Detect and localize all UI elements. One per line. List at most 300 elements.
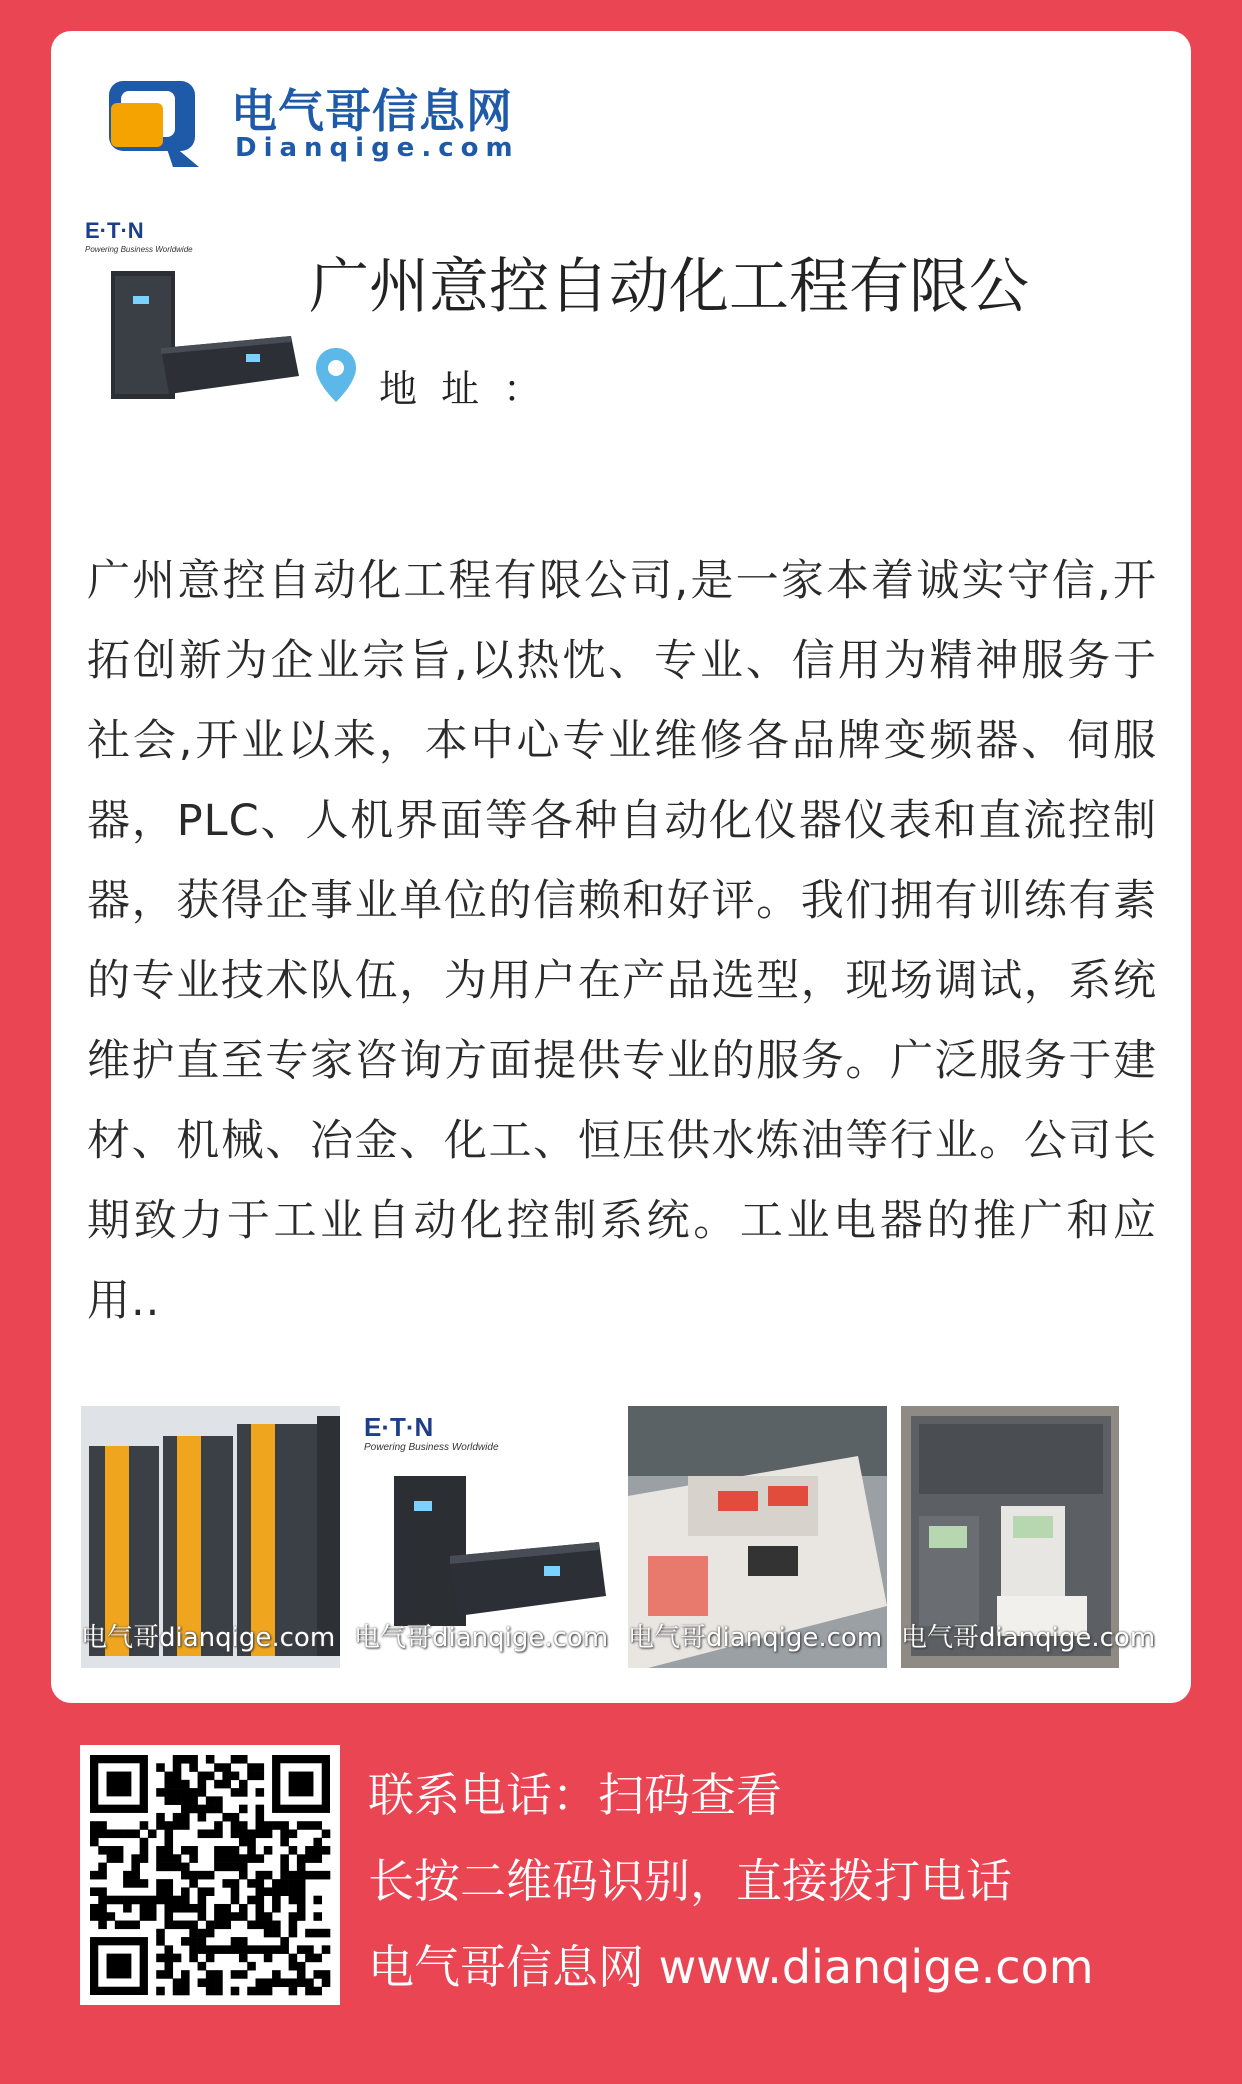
qr-module [256, 1904, 265, 1913]
qr-module [297, 1912, 306, 1921]
qr-module [156, 1970, 165, 1979]
qr-module [164, 1887, 173, 1896]
qr-module [305, 1871, 314, 1880]
qr-module [115, 1854, 124, 1863]
qr-module [222, 1879, 231, 1888]
qr-module [164, 1772, 173, 1781]
qr-module [181, 1871, 190, 1880]
qr-module [181, 1813, 190, 1822]
qr-module [272, 1896, 281, 1905]
logo-mark-icon [103, 75, 223, 171]
qr-module [131, 1829, 140, 1838]
qr-module [90, 1838, 99, 1847]
qr-module [206, 1945, 215, 1954]
qr-module [289, 1921, 298, 1930]
qr-module [206, 1970, 215, 1979]
qr-module [156, 1846, 165, 1855]
qr-module [164, 1945, 173, 1954]
qr-module [272, 1970, 281, 1979]
qr-module [173, 1921, 182, 1930]
qr-module [247, 1829, 256, 1838]
qr-module [164, 1821, 173, 1830]
qr-module [98, 1887, 107, 1896]
qr-module [239, 1945, 248, 1954]
qr-module [156, 1937, 165, 1946]
qr-module [206, 1887, 215, 1896]
qr-module [206, 1829, 215, 1838]
qr-module [280, 1945, 289, 1954]
qr-module [322, 1929, 331, 1938]
qr-module [222, 1921, 231, 1930]
qr-module [231, 1821, 240, 1830]
qr-module [206, 1954, 215, 1963]
thumb-tagline: Powering Business Worldwide [85, 245, 193, 254]
qr-module [247, 1962, 256, 1971]
qr-module [115, 1846, 124, 1855]
qr-module [173, 1987, 182, 1996]
qr-module [181, 1896, 190, 1905]
qr-module [156, 1896, 165, 1905]
qr-module [322, 1846, 331, 1855]
qr-module [123, 1879, 132, 1888]
qr-module [164, 1904, 173, 1913]
address-label: 地 址 ： [379, 367, 548, 411]
qr-module [98, 1871, 107, 1880]
location-pin-icon [313, 346, 359, 404]
photo-tagline: Powering Business Worldwide [364, 1442, 499, 1453]
qr-module [181, 1904, 190, 1913]
qr-module [264, 1978, 273, 1987]
qr-module [247, 1846, 256, 1855]
qr-module [123, 1904, 132, 1913]
qr-module [115, 1896, 124, 1905]
company-title: 广州意控自动化工程有限公 [309, 252, 1029, 322]
qr-finder [107, 1772, 132, 1797]
gallery-photo-4[interactable] [901, 1406, 1156, 1668]
qr-module [189, 1796, 198, 1805]
qr-module [123, 1921, 132, 1930]
qr-module [181, 1887, 190, 1896]
qr-module [206, 1805, 215, 1814]
qr-module [181, 1970, 190, 1979]
qr-module [256, 1772, 265, 1781]
qr-module [214, 1945, 223, 1954]
photo-watermark: 电气哥dianqige.com [354, 1623, 609, 1653]
qr-module [289, 1962, 298, 1971]
qr-module [198, 1805, 207, 1814]
info-card [51, 31, 1191, 1703]
qr-module [98, 1912, 107, 1921]
qr-module [198, 1780, 207, 1789]
qr-module [272, 1921, 281, 1930]
qr-module [173, 1813, 182, 1822]
qr-module [181, 1987, 190, 1996]
qr-module [173, 1854, 182, 1863]
qr-module [264, 1987, 273, 1996]
qr-module [214, 1829, 223, 1838]
qr-code[interactable] [80, 1745, 340, 2005]
qr-module [231, 1854, 240, 1863]
qr-module [313, 1987, 322, 1996]
qr-module [231, 1970, 240, 1979]
qr-module [181, 1821, 190, 1830]
qr-module [198, 1929, 207, 1938]
qr-module [264, 1829, 273, 1838]
qr-module [206, 1772, 215, 1781]
qr-module [231, 1879, 240, 1888]
qr-module [189, 1954, 198, 1963]
qr-module [247, 1838, 256, 1847]
qr-module [313, 1896, 322, 1905]
qr-module [140, 1821, 149, 1830]
qr-module [131, 1871, 140, 1880]
qr-module [322, 1978, 331, 1987]
contact-info [368, 1752, 1094, 2010]
qr-module [247, 1763, 256, 1772]
qr-module [214, 1912, 223, 1921]
qr-module [98, 1829, 107, 1838]
qr-module [198, 1912, 207, 1921]
qr-module [222, 1945, 231, 1954]
qr-module [264, 1954, 273, 1963]
qr-module [90, 1821, 99, 1830]
qr-module [189, 1945, 198, 1954]
qr-module [206, 1796, 215, 1805]
scan-instruction: 长按二维码识别，直接拨打电话 [368, 1854, 1012, 1908]
qr-module [313, 1871, 322, 1880]
qr-module [239, 1838, 248, 1847]
qr-module [280, 1838, 289, 1847]
qr-module [305, 1954, 314, 1963]
qr-module [206, 1978, 215, 1987]
qr-module [131, 1854, 140, 1863]
qr-module [256, 1945, 265, 1954]
qr-module [280, 1863, 289, 1872]
qr-module [90, 1887, 99, 1896]
qr-module [198, 1813, 207, 1822]
qr-module [214, 1763, 223, 1772]
qr-module [198, 1887, 207, 1896]
qr-module [131, 1863, 140, 1872]
qr-module [280, 1871, 289, 1880]
qr-module [247, 1772, 256, 1781]
qr-module [164, 1796, 173, 1805]
qr-module [90, 1829, 99, 1838]
qr-module [173, 1978, 182, 1987]
qr-module [272, 1879, 281, 1888]
qr-module [164, 1838, 173, 1847]
qr-module [297, 1970, 306, 1979]
qr-module [164, 1962, 173, 1971]
qr-module [297, 1887, 306, 1896]
qr-module [156, 1821, 165, 1830]
qr-module [214, 1978, 223, 1987]
qr-module [189, 1805, 198, 1814]
qr-module [198, 1937, 207, 1946]
qr-module [156, 1987, 165, 1996]
qr-module [231, 1896, 240, 1905]
qr-module [313, 1929, 322, 1938]
qr-module [189, 1854, 198, 1863]
qr-module [256, 1854, 265, 1863]
qr-module [222, 1780, 231, 1789]
qr-module [256, 1887, 265, 1896]
qr-module [214, 1821, 223, 1830]
qr-module [231, 1887, 240, 1896]
qr-module [214, 1921, 223, 1930]
qr-module [280, 1854, 289, 1863]
qr-module [198, 1978, 207, 1987]
qr-module [297, 1896, 306, 1905]
qr-module [256, 1912, 265, 1921]
qr-module [164, 1896, 173, 1905]
qr-module [297, 1863, 306, 1872]
qr-module [256, 1879, 265, 1888]
gallery-photo-2[interactable] [354, 1406, 613, 1668]
qr-module [198, 1904, 207, 1913]
qr-module [222, 1772, 231, 1781]
qr-module [206, 1871, 215, 1880]
qr-module [123, 1896, 132, 1905]
qr-code-icon [80, 1745, 340, 2005]
phone-line: 联系电话：扫码查看 [368, 1768, 782, 1822]
qr-module [181, 1937, 190, 1946]
qr-module [297, 1962, 306, 1971]
qr-module [239, 1871, 248, 1880]
qr-module [173, 1904, 182, 1913]
qr-module [214, 1970, 223, 1979]
qr-module [164, 1846, 173, 1855]
qr-module [98, 1863, 107, 1872]
qr-module [256, 1813, 265, 1822]
qr-module [247, 1945, 256, 1954]
qr-module [313, 1821, 322, 1830]
qr-module [156, 1863, 165, 1872]
qr-module [131, 1896, 140, 1905]
qr-module [98, 1921, 107, 1930]
qr-module [173, 1772, 182, 1781]
qr-module [156, 1887, 165, 1896]
qr-module [222, 1904, 231, 1913]
qr-module [181, 1796, 190, 1805]
qr-module [173, 1755, 182, 1764]
qr-module [214, 1987, 223, 1996]
qr-module [98, 1846, 107, 1855]
qr-module [90, 1912, 99, 1921]
qr-module [264, 1945, 273, 1954]
qr-module [164, 1854, 173, 1863]
qr-module [222, 1912, 231, 1921]
qr-module [231, 1788, 240, 1797]
qr-module [289, 1871, 298, 1880]
qr-module [247, 1879, 256, 1888]
qr-module [297, 1879, 306, 1888]
qr-module [247, 1896, 256, 1905]
qr-module [181, 1788, 190, 1797]
qr-module [140, 1838, 149, 1847]
qr-module [313, 1838, 322, 1847]
qr-module [297, 1854, 306, 1863]
logo-name-en: Dianqige.com [235, 133, 520, 163]
qr-module [173, 1821, 182, 1830]
qr-module [231, 1863, 240, 1872]
qr-module [264, 1871, 273, 1880]
qr-module [239, 1755, 248, 1764]
qr-module [280, 1879, 289, 1888]
thumb-brand: E·T·N [85, 218, 144, 243]
qr-module [280, 1978, 289, 1987]
ups-thumbnail-image [81, 216, 311, 446]
qr-module [164, 1912, 173, 1921]
qr-module [90, 1904, 99, 1913]
qr-module [239, 1904, 248, 1913]
qr-module [181, 1978, 190, 1987]
qr-module [164, 1954, 173, 1963]
qr-module [313, 1854, 322, 1863]
qr-module [181, 1780, 190, 1789]
qr-module [164, 1780, 173, 1789]
qr-module [264, 1912, 273, 1921]
qr-module [280, 1821, 289, 1830]
qr-module [256, 1821, 265, 1830]
qr-module [198, 1896, 207, 1905]
qr-module [189, 1937, 198, 1946]
qr-module [164, 1829, 173, 1838]
qr-module [189, 1904, 198, 1913]
site-logo[interactable] [103, 69, 523, 179]
qr-module [214, 1805, 223, 1814]
qr-module [313, 1954, 322, 1963]
qr-module [297, 1904, 306, 1913]
qr-module [189, 1879, 198, 1888]
qr-module [256, 1987, 265, 1996]
qr-module [272, 1821, 281, 1830]
qr-module [231, 1829, 240, 1838]
qr-module [214, 1854, 223, 1863]
qr-module [198, 1772, 207, 1781]
qr-module [231, 1912, 240, 1921]
qr-module [156, 1954, 165, 1963]
gallery-photo-3[interactable] [628, 1406, 887, 1668]
qr-module [198, 1945, 207, 1954]
qr-module [256, 1921, 265, 1930]
qr-module [173, 1796, 182, 1805]
qr-module [115, 1829, 124, 1838]
qr-module [214, 1904, 223, 1913]
gallery-photo-1[interactable] [81, 1406, 340, 1668]
photo-brand: E·T·N [364, 1412, 434, 1442]
qr-module [115, 1921, 124, 1930]
qr-module [297, 1978, 306, 1987]
qr-module [140, 1846, 149, 1855]
qr-module [222, 1813, 231, 1822]
qr-module [313, 1912, 322, 1921]
qr-module [256, 1896, 265, 1905]
qr-module [198, 1871, 207, 1880]
qr-module [164, 1788, 173, 1797]
qr-module [181, 1846, 190, 1855]
qr-module [189, 1871, 198, 1880]
qr-module [206, 1929, 215, 1938]
qr-module [231, 1846, 240, 1855]
qr-module [206, 1755, 215, 1764]
qr-module [231, 1987, 240, 1996]
qr-module [264, 1887, 273, 1896]
qr-module [313, 1846, 322, 1855]
qr-module [90, 1871, 99, 1880]
qr-module [140, 1896, 149, 1905]
qr-module [107, 1829, 116, 1838]
qr-module [272, 1887, 281, 1896]
qr-module [140, 1854, 149, 1863]
qr-module [148, 1904, 157, 1913]
qr-module [289, 1987, 298, 1996]
qr-module [231, 1937, 240, 1946]
company-thumbnail[interactable] [81, 216, 311, 446]
qr-module [181, 1863, 190, 1872]
qr-module [98, 1821, 107, 1830]
qr-module [189, 1846, 198, 1855]
qr-module [231, 1945, 240, 1954]
qr-module [256, 1871, 265, 1880]
qr-module [140, 1879, 149, 1888]
qr-module [289, 1978, 298, 1987]
qr-module [131, 1879, 140, 1888]
qr-module [256, 1829, 265, 1838]
qr-finder [289, 1772, 314, 1797]
qr-module [189, 1788, 198, 1797]
qr-module [289, 1912, 298, 1921]
qr-module [107, 1896, 116, 1905]
qr-module [264, 1821, 273, 1830]
qr-module [289, 1879, 298, 1888]
qr-module [107, 1912, 116, 1921]
qr-module [239, 1937, 248, 1946]
qr-module [222, 1854, 231, 1863]
qr-module [164, 1879, 173, 1888]
qr-module [156, 1854, 165, 1863]
qr-module [305, 1978, 314, 1987]
qr-module [256, 1763, 265, 1772]
photo-watermark: 电气哥dianqige.com [81, 1623, 336, 1653]
product-gallery [81, 1406, 1161, 1671]
qr-module [305, 1929, 314, 1938]
qr-module [256, 1978, 265, 1987]
qr-module [280, 1937, 289, 1946]
qr-module [239, 1854, 248, 1863]
qr-module [322, 1829, 331, 1838]
qr-module [239, 1912, 248, 1921]
qr-module [206, 1921, 215, 1930]
qr-module [305, 1987, 314, 1996]
qr-module [173, 1954, 182, 1963]
logo-name-cn: 电气哥信息网 [231, 84, 513, 138]
qr-module [231, 1772, 240, 1781]
qr-module [189, 1921, 198, 1930]
qr-module [140, 1912, 149, 1921]
qr-module [107, 1846, 116, 1855]
qr-module [131, 1921, 140, 1930]
qr-module [173, 1896, 182, 1905]
qr-module [214, 1796, 223, 1805]
qr-module [280, 1829, 289, 1838]
qr-module [181, 1805, 190, 1814]
site-link[interactable]: 电气哥信息网 www.dianqige.com [368, 1940, 1094, 1994]
qr-module [148, 1896, 157, 1905]
qr-module [264, 1846, 273, 1855]
qr-module [173, 1788, 182, 1797]
qr-module [280, 1887, 289, 1896]
